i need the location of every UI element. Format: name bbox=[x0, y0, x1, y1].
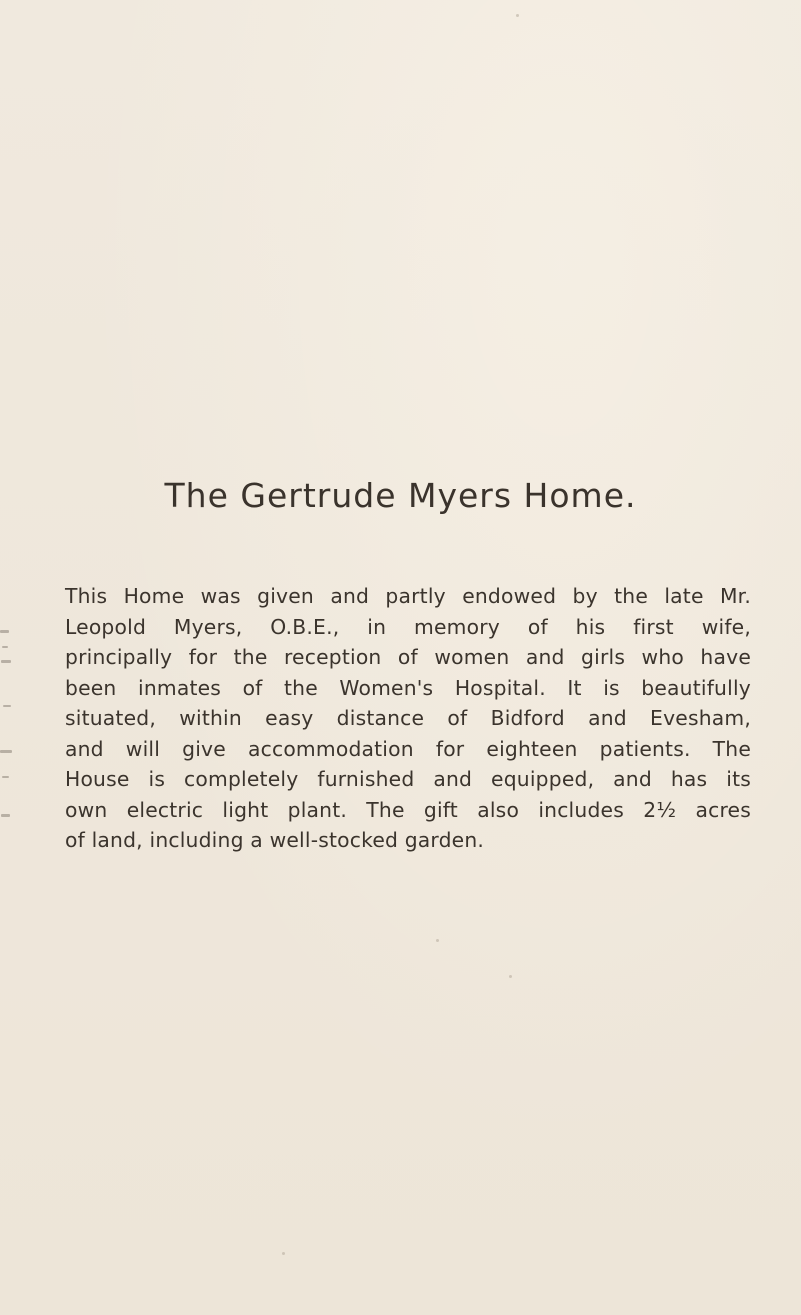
page-edge-marks bbox=[0, 600, 14, 860]
paragraph-line: principally for the reception of women and girls who have bbox=[65, 645, 751, 669]
paragraph-line: and will give accommodation for eighteen patients. The bbox=[65, 736, 751, 761]
paragraph-line: situated, within easy distance of Bidford and Evesham, bbox=[65, 706, 751, 730]
paragraph-line: own electric light plant. The gift also includes 2½ acres bbox=[65, 797, 751, 822]
paper-speck bbox=[282, 1252, 285, 1255]
paragraph-line: This Home was given and partly endowed by the late Mr. bbox=[65, 584, 751, 608]
paragraph-line: been inmates of the Women's Hospital. It is beautifully bbox=[65, 675, 751, 700]
paragraph-line: House is completely furnished and equipped, and has its bbox=[65, 767, 751, 791]
paper-speck bbox=[509, 975, 512, 978]
body-paragraph bbox=[65, 581, 751, 856]
paragraph-line: of land, including a well-stocked garden. bbox=[65, 828, 485, 852]
page-title: The Gertrude Myers Home. bbox=[164, 476, 637, 515]
paragraph-line: Leopold Myers, O.B.E., in memory of his first wife, bbox=[65, 614, 751, 639]
paper-speck bbox=[516, 14, 519, 17]
paper-speck bbox=[436, 939, 439, 942]
